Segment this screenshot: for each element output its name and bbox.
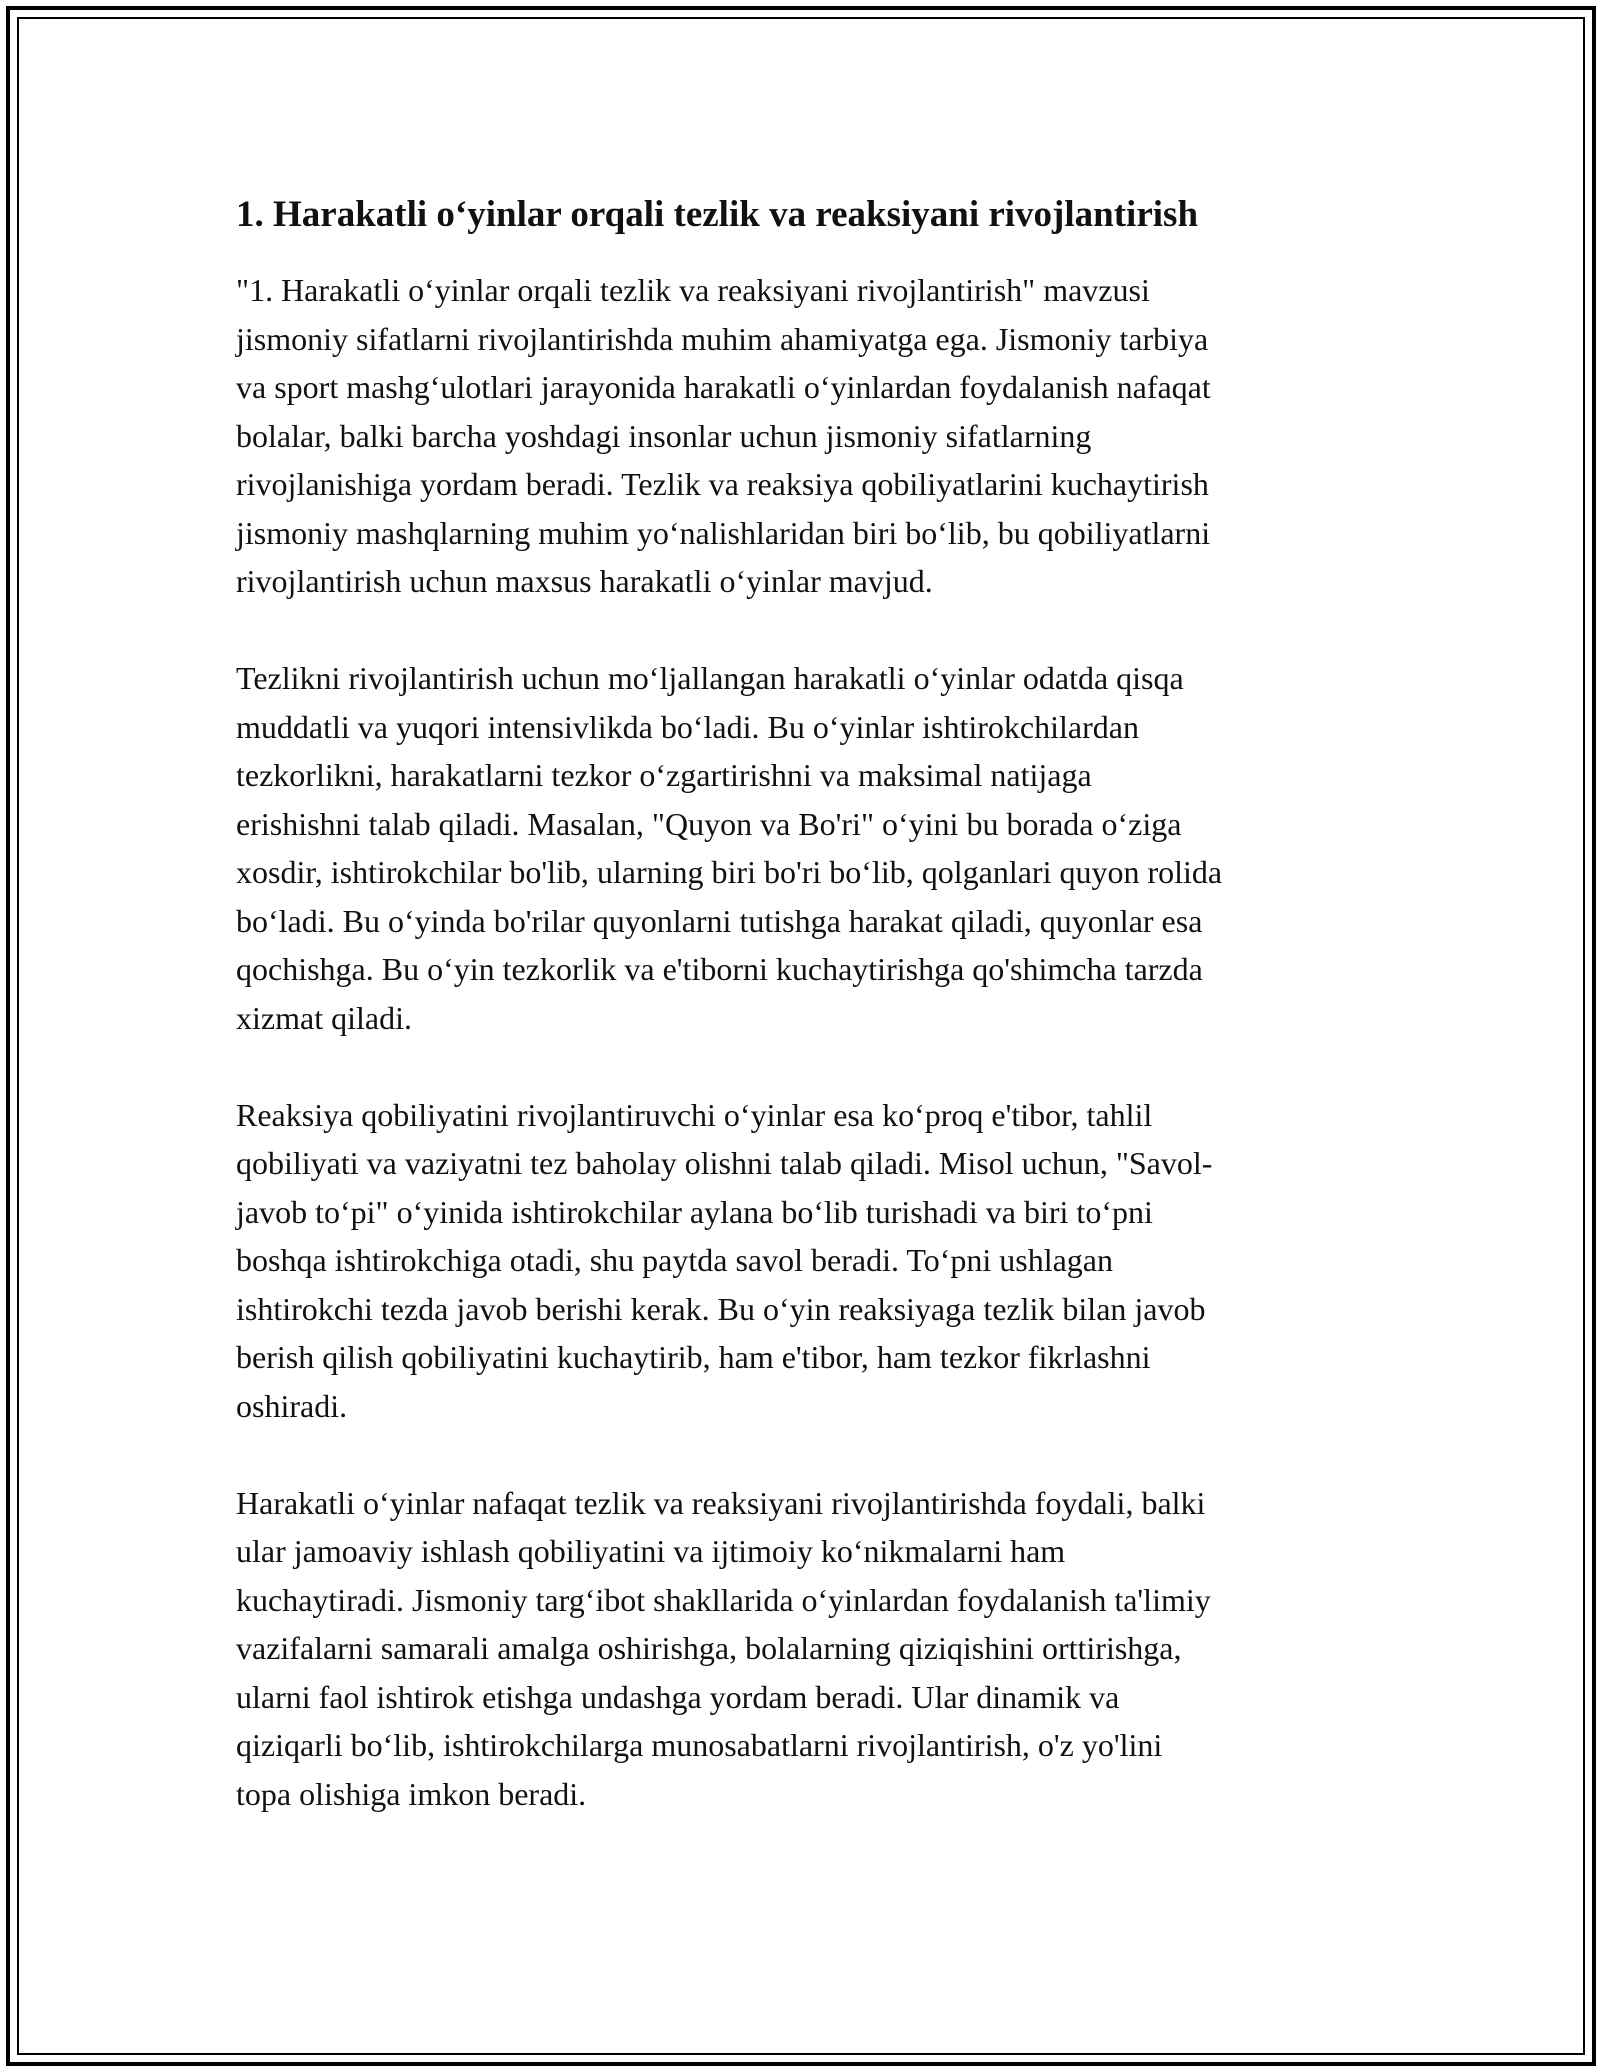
- paragraph-line: javob to‘pi" o‘yinida ishtirokchilar aylana bo‘lib turishadi va biri to‘pni: [236, 1193, 1153, 1230]
- paragraph-line: kuchaytiradi. Jismoniy targ‘ibot shakllarida o‘yinlardan foydalanish ta'limiy: [236, 1581, 1211, 1618]
- paragraph-line: ishtirokchi tezda javob berishi kerak. Bu o‘yin reaksiyaga tezlik bilan javob: [236, 1290, 1206, 1327]
- paragraph-line: jismoniy sifatlarni rivojlantirishda muhim ahamiyatga ega. Jismoniy tarbiya: [236, 320, 1209, 357]
- paragraph-line: ular jamoaviy ishlash qobiliyatini va ijtimoiy ko‘nikmalarni ham: [236, 1533, 1066, 1569]
- paragraph-line: "1. Harakatli o‘yinlar orqali tezlik va reaksiyani rivojlantirish" mavzusi: [236, 272, 1150, 308]
- paragraph-line: muddatli va yuqori intensivlikda bo‘ladi. Bu o‘yinlar ishtirokchilardan: [236, 708, 1139, 745]
- paragraph-line: qochishga. Bu o‘yin tezkorlik va e'tiborni kuchaytirishga qo'shimcha tarzda: [236, 951, 1203, 987]
- document-title: 1. Harakatli o‘yinlar orqali tezlik va reaksiyani rivojlantirish: [236, 194, 1199, 235]
- paragraph-line: erishishni talab qiladi. Masalan, "Quyon va Bo'ri" o‘yini bu borada o‘ziga: [236, 805, 1182, 842]
- paragraph-line: berish qilish qobiliyatini kuchaytirib, ham e'tibor, ham tezkor fikrlashni: [236, 1339, 1151, 1375]
- paragraph-2: [236, 654, 1386, 1042]
- paragraph-line: Harakatli o‘yinlar nafaqat tezlik va reaksiyani rivojlantirishda foydali, balki: [236, 1484, 1206, 1521]
- paragraph-line: qobiliyati va vaziyatni tez baholay olishni talab qiladi. Misol uchun, "Savol-: [236, 1145, 1213, 1181]
- paragraph-4: [236, 1479, 1386, 1819]
- paragraph-line: Tezlikni rivojlantirish uchun mo‘ljallangan harakatli o‘yinlar odatda qisqa: [236, 660, 1184, 696]
- paragraph-line: ularni faol ishtirok etishga undashga yordam beradi. Ular dinamik va: [236, 1678, 1120, 1715]
- paragraph-line: bo‘ladi. Bu o‘yinda bo'rilar quyonlarni tutishga harakat qiladi, quyonlar esa: [236, 902, 1203, 939]
- paragraph-1: [236, 266, 1386, 606]
- paragraph-line: topa olishiga imkon beradi.: [236, 1775, 587, 1812]
- paragraph-line: jismoniy mashqlarning muhim yo‘nalishlaridan biri bo‘lib, bu qobiliyatlarni: [236, 514, 1211, 551]
- paragraph-line: tezkorlikni, harakatlarni tezkor o‘zgartirishni va maksimal natijaga: [236, 757, 1092, 793]
- paragraph-line: Reaksiya qobiliyatini rivojlantiruvchi o‘yinlar esa ko‘proq e'tibor, tahlil: [236, 1096, 1153, 1133]
- paragraph-3: [236, 1091, 1386, 1431]
- paragraph-line: qiziqarli bo‘lib, ishtirokchilarga munosabatlarni rivojlantirish, o'z yo'lini: [236, 1727, 1163, 1763]
- paragraph-line: xizmat qiladi.: [236, 999, 412, 1036]
- paragraph-line: va sport mashg‘ulotlari jarayonida harakatli o‘yinlardan foydalanish nafaqat: [236, 369, 1211, 405]
- paragraph-line: xosdir, ishtirokchilar bo'lib, ularning biri bo'ri bo‘lib, qolganlari quyon rolida: [236, 854, 1223, 890]
- paragraph-line: rivojlanishiga yordam beradi. Tezlik va reaksiya qobiliyatlarini kuchaytirish: [236, 466, 1209, 502]
- paragraph-line: rivojlantirish uchun maxsus harakatli o‘yinlar mavjud.: [236, 563, 933, 599]
- paragraph-line: boshqa ishtirokchiga otadi, shu paytda savol beradi. To‘pni ushlagan: [236, 1242, 1113, 1278]
- paragraph-line: bolalar, balki barcha yoshdagi insonlar uchun jismoniy sifatlarning: [236, 417, 1092, 454]
- document-body: [236, 186, 1386, 1867]
- paragraph-line: oshiradi.: [236, 1387, 348, 1424]
- paragraph-line: vazifalarni samarali amalga oshirishga, bolalarning qiziqishini orttirishga,: [236, 1630, 1182, 1666]
